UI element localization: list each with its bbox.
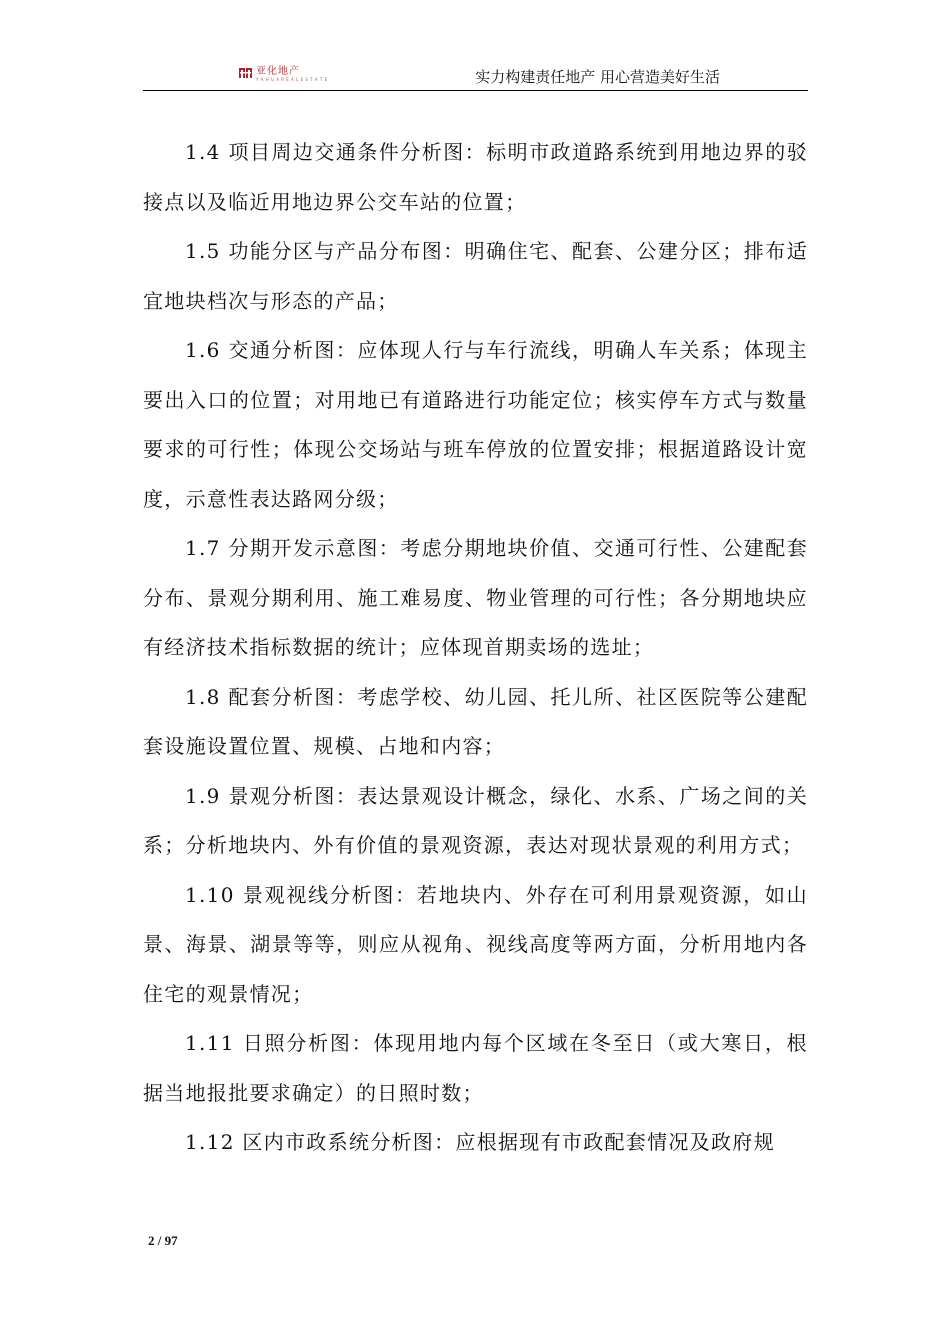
- page-header: [143, 58, 808, 91]
- document-body: [143, 128, 808, 1168]
- paragraph-1-12: 1.12 区内市政系统分析图：应根据现有市政配套情况及政府规: [185, 1130, 775, 1154]
- paragraph-1-7: 1.7 分期开发示意图：考虑分期地块价值、交通可行性、公建配套分布、景观分期利用、施工难易度、物业管理的可行性；各分期地块应有经济技术指标数据的统计；应体现首期卖场的选址；: [143, 536, 808, 659]
- paragraph-1-10: 1.10 景观视线分析图：若地块内、外存在可利用景观资源，如山景、海景、湖景等等，则应从视角、视线高度等两方面，分析用地内各住宅的观景情况；: [143, 882, 808, 1006]
- company-logo: [238, 66, 328, 82]
- company-logo-icon: [238, 66, 253, 80]
- paragraph-1-11: 1.11 日照分析图：体现用地内每个区域在冬至日（或大寒日，根据当地报批要求确定）的日照时数；: [143, 1031, 808, 1105]
- header-slogan: 实力构建责任地产 用心营造美好生活: [475, 68, 720, 86]
- paragraph-1-4: 1.4 项目周边交通条件分析图：标明市政道路系统到用地边界的驳接点以及临近用地边界公交车站的位置；: [143, 140, 808, 214]
- paragraph-1-8: 1.8 配套分析图：考虑学校、幼儿园、托儿所、社区医院等公建配套设施设置位置、规模、占地和内容；: [143, 684, 808, 758]
- paragraph-1-9: 1.9 景观分析图：表达景观设计概念，绿化、水系、广场之间的关系；分析地块内、外有价值的景观资源，表达对现状景观的利用方式；: [143, 783, 808, 857]
- logo-sub-text: Y A H U A R E A L E S T A T E: [256, 77, 328, 82]
- logo-brand-name: 亚化地产: [256, 66, 300, 77]
- paragraph-1-6: 1.6 交通分析图：应体现人行与车行流线，明确人车关系；体现主要出入口的位置；对用地已有道路进行功能定位；核实停车方式与数量要求的可行性；体现公交场站与班车停放的位置安排；根据道路设计宽度，示意性表达路网分级；: [143, 338, 808, 511]
- paragraph-1-5: 1.5 功能分区与产品分布图：明确住宅、配套、公建分区；排布适宜地块档次与形态的产品；: [143, 239, 808, 313]
- page-number: 2 / 97: [148, 1233, 178, 1248]
